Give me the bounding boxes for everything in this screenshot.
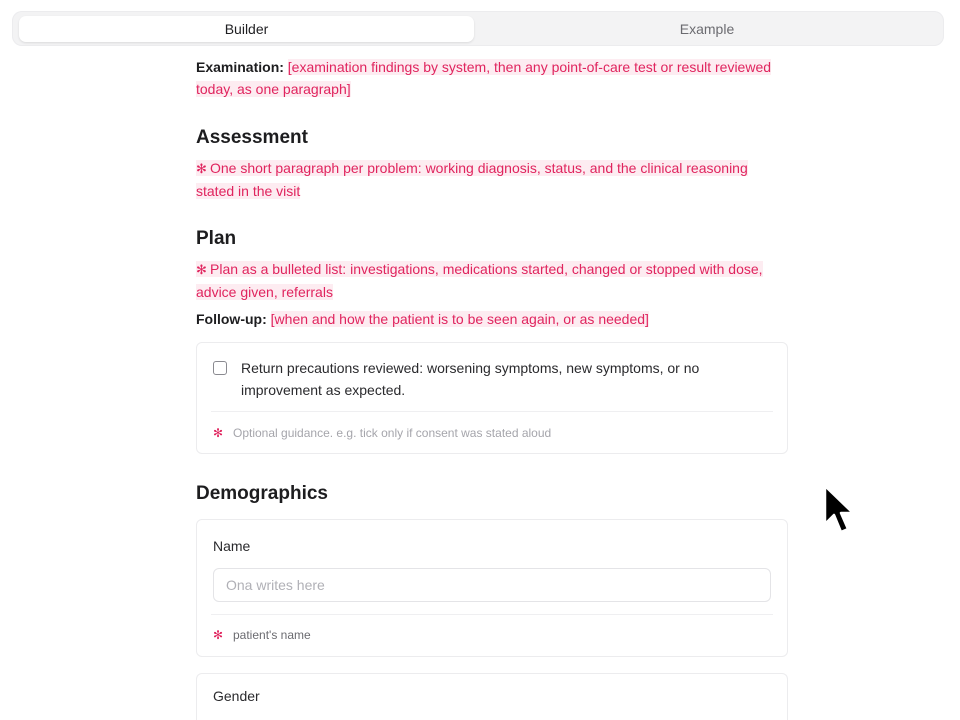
tab-example[interactable]: Example [679, 21, 735, 37]
followup-field[interactable] [196, 308, 792, 330]
return-precautions-hint[interactable] [213, 425, 551, 441]
assessment-heading: Assessment [196, 127, 308, 148]
sparkle-icon: ✻ [196, 161, 207, 176]
demographics-heading: Demographics [196, 483, 328, 504]
sparkle-icon: ✻ [196, 262, 207, 277]
examination-placeholder-cont: today, as one paragraph] [196, 81, 351, 97]
plan-guidance-text: Plan as a bulleted list: investigations, medications started, changed or stopped with dose, [210, 261, 763, 277]
sparkle-icon: ✻ [213, 628, 224, 642]
name-field-hint[interactable] [213, 627, 311, 643]
name-field-hint-text: patient's name [233, 628, 311, 642]
card-divider [211, 411, 773, 412]
sparkle-icon: ✻ [213, 426, 224, 440]
return-precautions-card [196, 342, 788, 454]
return-precautions-checkbox[interactable] [213, 361, 227, 375]
assessment-guidance-text: One short paragraph per problem: working diagnosis, status, and the clinical reasoning [210, 160, 748, 176]
plan-guidance[interactable] [196, 258, 792, 303]
examination-label: Examination: [196, 59, 284, 75]
examination-placeholder: [examination findings by system, then any point-of-care test or result reviewed [287, 59, 772, 75]
followup-placeholder: [when and how the patient is to be seen again, or as needed] [270, 311, 649, 327]
plan-guidance-text-cont: advice given, referrals [196, 284, 333, 300]
plan-heading: Plan [196, 228, 237, 249]
name-field-card [196, 519, 788, 657]
return-precautions-text: Return precautions reviewed: worsening symptoms, new symptoms, or no improvement as expected. [241, 360, 700, 398]
assessment-guidance[interactable] [196, 157, 792, 202]
examination-field[interactable] [196, 56, 792, 100]
card-divider [211, 614, 773, 615]
followup-label: Follow-up: [196, 311, 267, 327]
name-input[interactable] [213, 568, 771, 602]
name-field-label: Name [213, 538, 251, 554]
mouse-pointer-icon [822, 484, 856, 538]
return-precautions-hint-text: Optional guidance. e.g. tick only if consent was stated aloud [233, 426, 552, 440]
tab-builder[interactable]: Builder [19, 16, 474, 42]
gender-field-card [196, 673, 788, 720]
assessment-guidance-text-cont: stated in the visit [196, 183, 301, 199]
view-tabs [12, 11, 944, 46]
gender-field-label: Gender [213, 688, 260, 704]
